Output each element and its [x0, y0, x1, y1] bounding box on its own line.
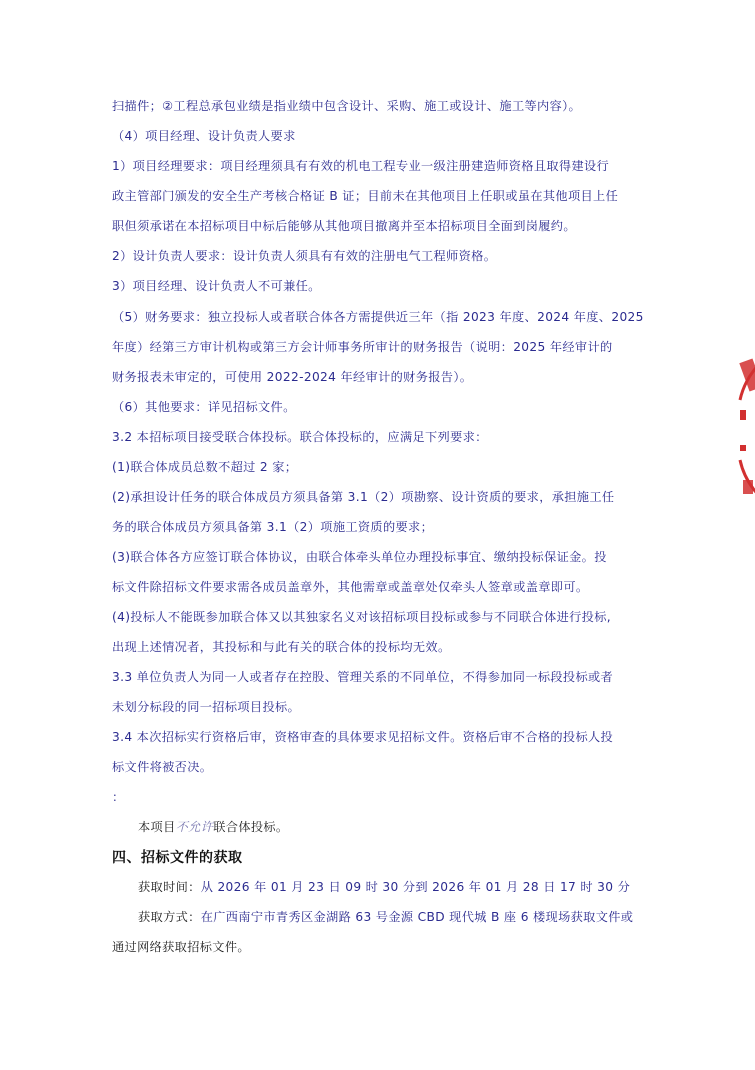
text-line: 3.4 本次招标实行资格后审，资格审查的具体要求见招标文件。资格后审不合格的投标人投 [112, 730, 614, 744]
text-line: 未划分标段的同一招标项目投标。 [112, 700, 301, 714]
consortium-prefix: 本项目 [138, 820, 176, 834]
acquire-method-line2: 通过网络获取招标文件。 [112, 940, 250, 954]
acquire-method-line1: 在广西南宁市青秀区金湖路 63 号金源 CBD 现代城 B 座 6 楼现场获取文件或 [200, 910, 634, 924]
consortium-statement [138, 818, 678, 836]
text-line: 3.3 单位负责人为同一人或者存在控股、管理关系的不同单位，不得参加同一标段投标或者 [112, 670, 614, 684]
text-line: 标文件除招标文件要求需各成员盖章外，其他需章或盖章处仅牵头人签章或盖章即可。 [112, 580, 589, 594]
text-line: （4）项目经理、设计负责人要求 [112, 129, 296, 143]
section-heading: 四、招标文件的获取 [112, 850, 243, 866]
text-line: 财务报表未审定的，可使用 2022-2024 年经审计的财务报告）。 [112, 370, 473, 384]
text-line: 扫描件；②工程总承包业绩是指业绩中包含设计、采购、施工或设计、施工等内容）。 [112, 99, 582, 113]
text-line: 标文件将被否决。 [112, 760, 213, 774]
text-line: ： [112, 790, 125, 804]
acquire-time-value: 从 2026 年 01 月 23 日 09 时 30 分到 2026 年 01 月 28 日 17 时 30 分 [200, 880, 631, 894]
text-line: 务的联合体成员方须具备第 3.1（2）项施工资质的要求； [112, 520, 434, 534]
text-line: 1）项目经理要求：项目经理须具有有效的机电工程专业一级注册建造师资格且取得建设行 [112, 159, 610, 173]
text-line: 年度）经第三方审计机构或第三方会计师事务所审计的财务报告（说明：2025 年经审计的 [112, 340, 613, 354]
text-line: 2）设计负责人要求：设计负责人须具有有效的注册电气工程师资格。 [112, 249, 497, 263]
acquire-method-label: 获取方式： [138, 910, 201, 924]
text-line: (3)联合体各方应签订联合体协议，由联合体牵头单位办理投标事宜、缴纳投标保证金。投 [112, 550, 607, 564]
acquire-method [138, 908, 678, 926]
acquire-time [138, 878, 678, 896]
text-line: (2)承担设计任务的联合体成员方须具备第 3.1（2）项勘察、设计资质的要求，承担施工任 [112, 490, 615, 504]
text-line: (1)联合体成员总数不超过 2 家； [112, 460, 298, 474]
consortium-suffix: 联合体投标。 [213, 820, 289, 834]
text-line: （6）其他要求：详见招标文件。 [112, 400, 296, 414]
red-seal-stamp [700, 340, 755, 520]
text-line: 政主管部门颁发的安全生产考核合格证 B 证；目前未在其他项目上任职或虽在其他项目上任 [112, 189, 619, 203]
acquire-time-label: 获取时间： [138, 880, 201, 894]
text-line: 出现上述情况者，其投标和与此有关的联合体的投标均无效。 [112, 640, 451, 654]
text-line: 3.2 本招标项目接受联合体投标。联合体投标的，应满足下列要求： [112, 430, 488, 444]
text-line: （5）财务要求：独立投标人或者联合体各方需提供近三年（指 2023 年度、2024 年度、2025 [112, 310, 644, 324]
text-line: 3）项目经理、设计负责人不可兼任。 [112, 279, 321, 293]
consortium-value: 不允许 [175, 820, 214, 834]
text-line: (4)投标人不能既参加联合体又以其独家名义对该招标项目投标或参与不同联合体进行投标, [112, 610, 611, 624]
text-line: 职但须承诺在本招标项目中标后能够从其他项目撤离并至本招标项目全面到岗履约。 [112, 219, 576, 233]
